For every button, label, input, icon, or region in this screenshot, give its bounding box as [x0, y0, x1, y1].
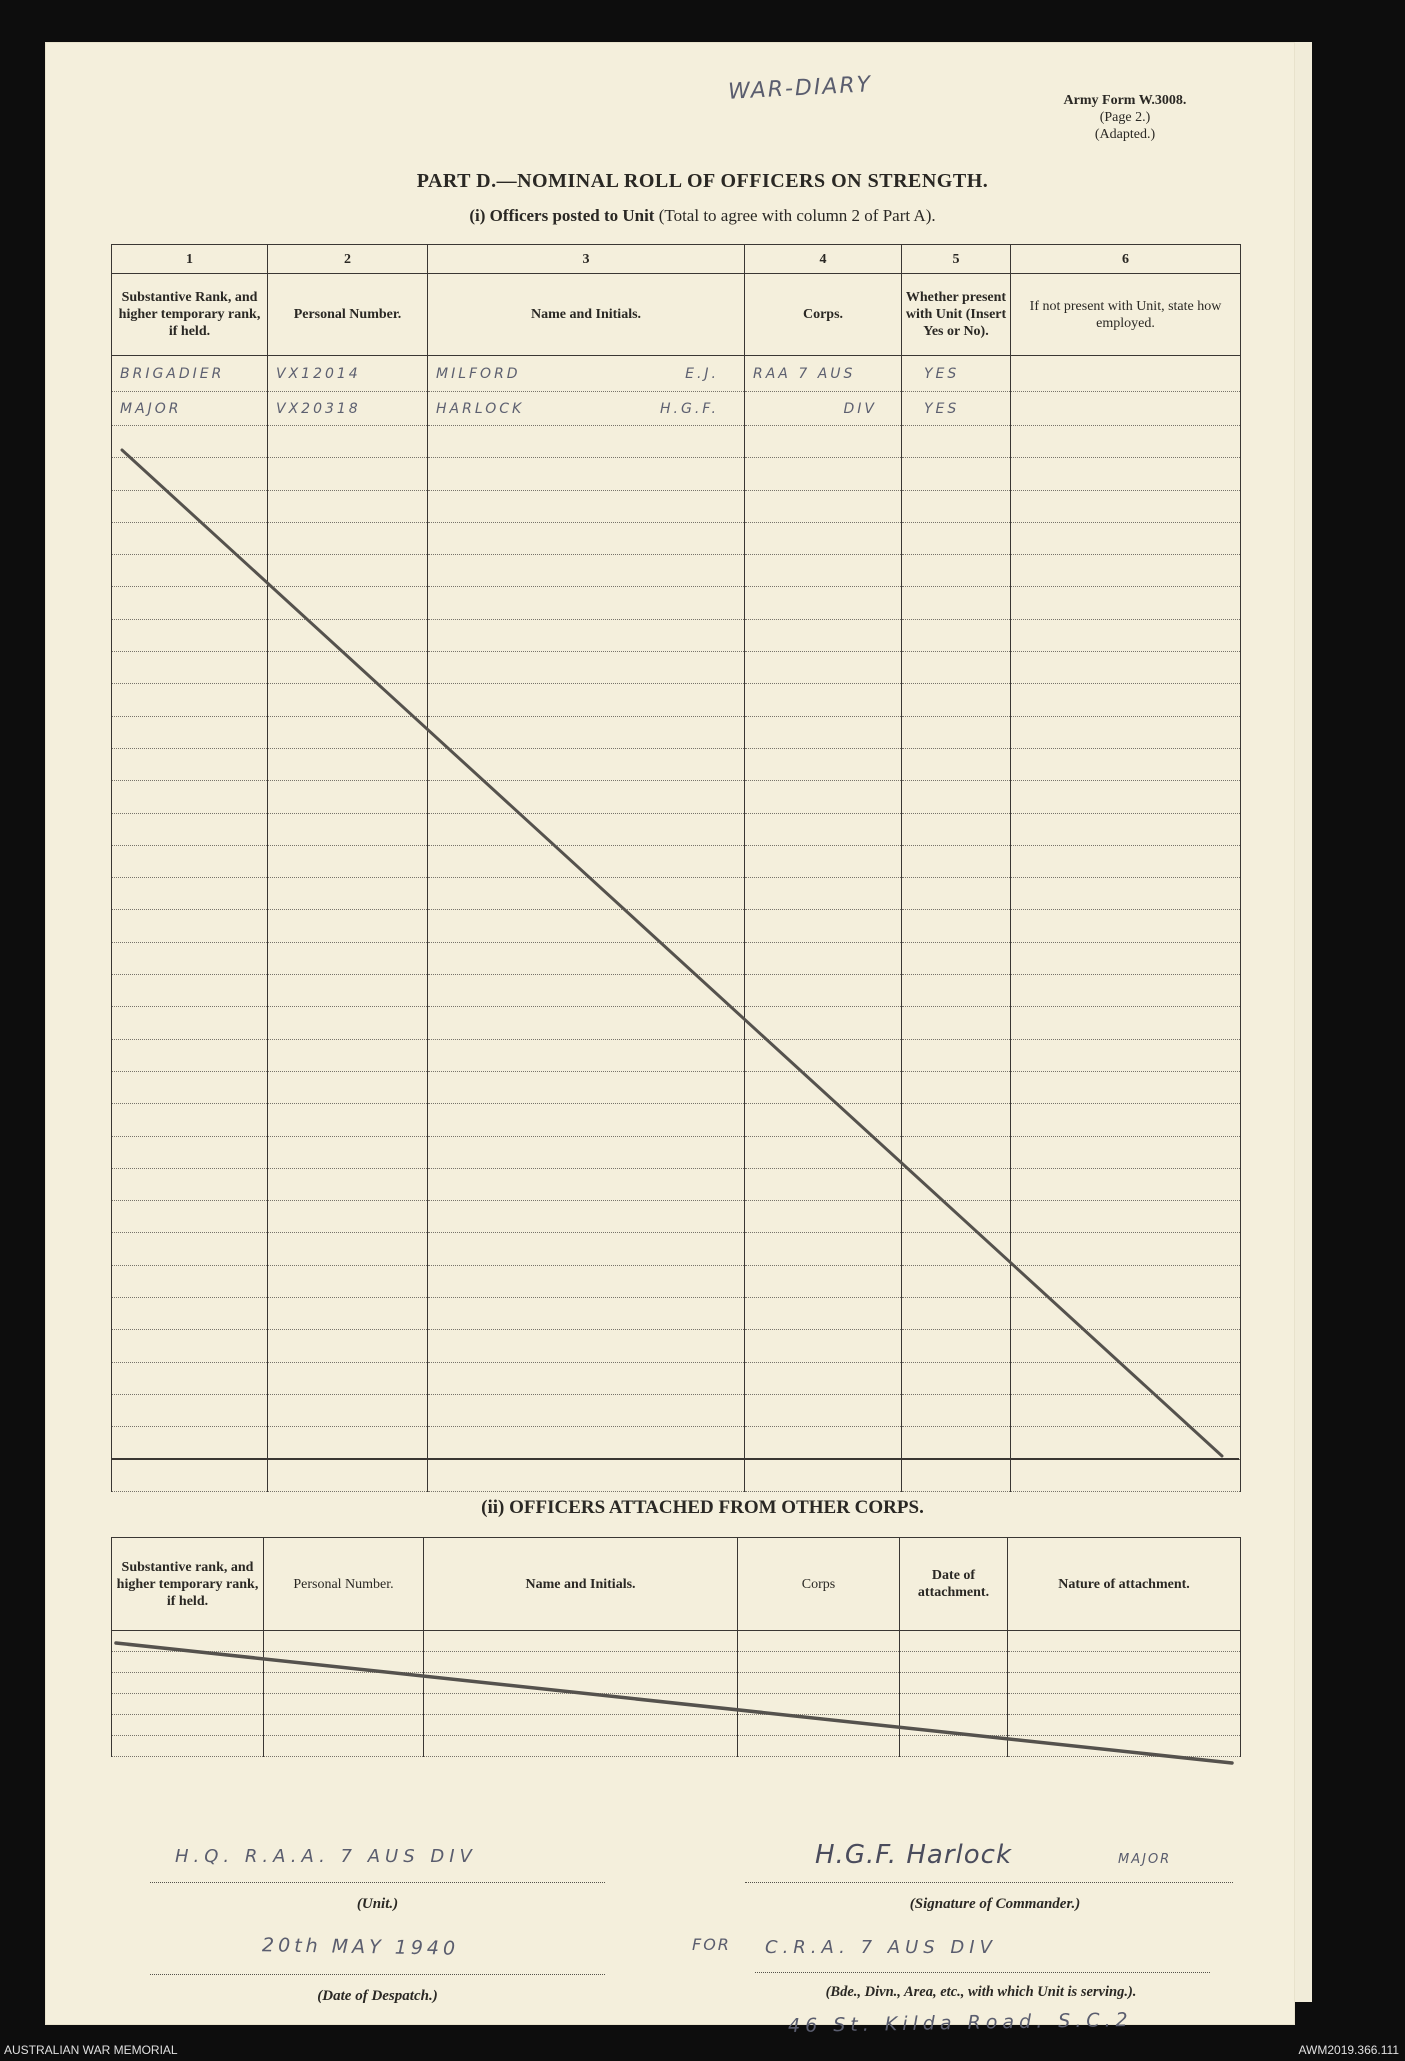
date-label: (Date of Despatch.)	[317, 1988, 438, 2004]
signature-line	[745, 1882, 1233, 1883]
formation-label: (Bde., Divn., Area, etc., with which Unit is serving.).	[825, 1984, 1137, 2000]
formation-line	[755, 1972, 1210, 1973]
cell-number: VX12014	[268, 356, 428, 392]
footer-accession: AWM2019.366.111	[1298, 2043, 1399, 2057]
date-line	[150, 1974, 605, 1975]
signature-rank: MAJOR	[1118, 1852, 1172, 1867]
commander-signature: H.G.F. Harlock	[815, 1840, 1013, 1870]
header-name: Name and Initials.	[428, 274, 745, 356]
for-prefix: FOR	[692, 1935, 731, 1954]
page-title: PART D.—NOMINAL ROLL OF OFFICERS ON STRENGTH.	[416, 170, 989, 192]
col-number: 4	[745, 245, 902, 274]
header-nature-attachment: Nature of attachment.	[1008, 1538, 1241, 1631]
footer-credit: AUSTRALIAN WAR MEMORIAL	[4, 2043, 178, 2057]
subtitle-rest: (Total to agree with column 2 of Part A).	[654, 206, 936, 225]
header-personal-number: Personal Number.	[264, 1538, 424, 1631]
header-employment: If not present with Unit, state how employed.	[1011, 274, 1241, 356]
cancel-line-part-i	[122, 450, 1222, 1456]
form-adapted: (Adapted.)	[1094, 127, 1156, 142]
header-present: Whether present with Unit (Insert Yes or No).	[902, 274, 1011, 356]
col-number: 2	[268, 245, 428, 274]
surname: MILFORD	[436, 365, 521, 382]
handwritten-war-diary: WAR-DIARY	[727, 72, 873, 105]
col-number: 1	[112, 245, 268, 274]
col-number: 6	[1011, 245, 1241, 274]
col-number: 5	[902, 245, 1011, 274]
cell-corps: RAA 7 AUS	[745, 356, 902, 392]
initials: E.J.	[685, 365, 719, 382]
cell-corps: DIV	[745, 392, 902, 426]
date-handwritten: 20th MAY 1940	[261, 1934, 460, 1960]
signature-label: (Signature of Commander.)	[909, 1896, 1081, 1912]
header-rank: Substantive rank, and higher temporary rank, if held.	[112, 1538, 264, 1631]
unit-handwritten: H.Q. R.A.A. 7 AUS DIV	[175, 1846, 477, 1867]
cancel-line-part-ii	[116, 1643, 1232, 1763]
cell-present: YES	[902, 392, 1011, 426]
form-page: (Page 2.)	[1099, 110, 1151, 125]
formation-handwritten: C.R.A. 7 AUS DIV	[765, 1937, 997, 1958]
header-corps: Corps	[738, 1538, 900, 1631]
form-number: Army Form W.3008.	[1063, 93, 1187, 108]
cell-rank: MAJOR	[112, 392, 268, 426]
header-corps: Corps.	[745, 274, 902, 356]
unit-line	[150, 1882, 605, 1883]
initials: H.G.F.	[660, 400, 719, 417]
cell-rank: BRIGADIER	[112, 356, 268, 392]
section-title-attached: (ii) OFFICERS ATTACHED FROM OTHER CORPS.	[481, 1497, 924, 1518]
subtitle-bold: (i) Officers posted to Unit	[469, 206, 655, 225]
col-number: 3	[428, 245, 745, 274]
header-personal-number: Personal Number.	[268, 274, 428, 356]
header-name: Name and Initials.	[424, 1538, 738, 1631]
header-date-attachment: Date of attachment.	[900, 1538, 1008, 1631]
surname: HARLOCK	[436, 400, 525, 417]
header-rank: Substantive Rank, and higher temporary rank, if held.	[112, 274, 268, 356]
address-handwritten: 46 St. Kilda Road. S.C.2	[787, 2008, 1133, 2038]
cell-present: YES	[902, 356, 1011, 392]
cell-number: VX20318	[268, 392, 428, 426]
unit-label: (Unit.)	[356, 1896, 399, 1912]
